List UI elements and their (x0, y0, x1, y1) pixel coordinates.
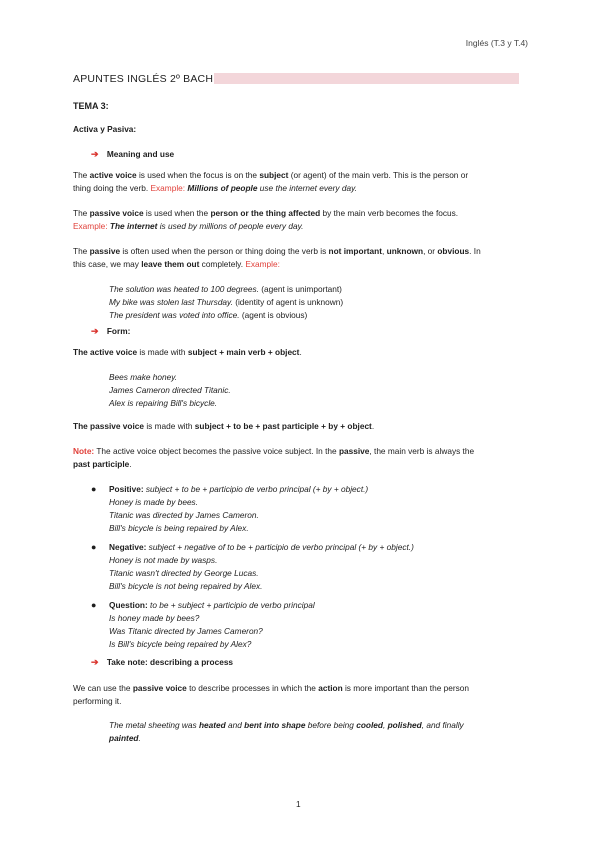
example-line: Bees make honey. (109, 372, 178, 382)
example-line: The president was voted into office. (agent is obvious) (109, 310, 308, 320)
example-line: Honey is made by bees. (109, 497, 199, 507)
bullet-icon: ● (91, 542, 97, 552)
bullet-question: ● Question: to be + subject + participio de verbo principal Is honey made by bees? Was Titanic directed by James Cameron? Is Bill's bicycle being repaired by Alex? (91, 599, 541, 651)
active-form-rule: The active voice is made with subject + main verb + object. (73, 347, 302, 357)
example-line: Titanic wasn't directed by George Lucas. (109, 568, 259, 578)
example-line: My bike was stolen last Thursday. (identity of agent is unknown) (109, 297, 344, 307)
bullet-icon: ● (91, 600, 97, 610)
example-line: Is Bill's bicycle being repaired by Alex? (109, 639, 252, 649)
arrow-item-label: Meaning and use (106, 149, 175, 159)
example-line: Bill's bicycle is being repaired by Alex. (109, 523, 249, 533)
examples-active (109, 371, 231, 410)
document-title: APUNTES INGLÉS 2º BACH (73, 73, 214, 85)
page-number: 1 (296, 799, 301, 809)
arrow-right-icon: ➔ (91, 657, 99, 667)
arrow-item-label: Form: (106, 326, 131, 336)
arrow-right-icon: ➔ (91, 326, 99, 336)
example-line: The solution was heated to 100 degrees. (agent is unimportant) (109, 284, 342, 294)
arrow-item-label: Take note: describing a process (106, 657, 234, 667)
passive-form-rule: The passive voice is made with subject + to be + past participle + by + object. (73, 421, 375, 431)
tema-heading: TEMA 3: (73, 101, 109, 111)
arrow-right-icon: ➔ (91, 149, 99, 159)
example-line: Alex is repairing Bill's bicycle. (109, 398, 218, 408)
paragraph-active-voice: The active voice is used when the focus is on the subject (or agent) of the main verb. This is the person or thing doing the verb. Example: Millions of people use the internet every day. (73, 170, 469, 193)
example-line: Is honey made by bees? (109, 613, 200, 623)
example-line: James Cameron directed Titanic. (109, 385, 231, 395)
bullet-negative: ● Negative: subject + negative of to be + participio de verbo principal (+ by + object.) Honey is not made by wasps. Titanic wasn't directed by George Lucas. Bill's bicycle is not being repaired by Alex. (91, 541, 541, 593)
bullet-positive: ● Positive: subject + to be + participio de verbo principal (+ by + object.) Honey is made by bees. Titanic was directed by James Cameron. Bill's bicycle is being repaired by Alex. (91, 483, 541, 535)
examples-agent (109, 283, 343, 322)
example-line: Honey is not made by wasps. (109, 555, 218, 565)
title-highlight-bar (214, 73, 519, 84)
paragraph-passive-usage: The passive is often used when the person or thing doing the verb is not important, unknown, or obvious. In this case, we may leave them out completely. Example: (73, 246, 481, 269)
bullet-icon: ● (91, 484, 97, 494)
arrow-item-meaning (91, 148, 174, 161)
example-process: The metal sheeting was heated and bent into shape before being cooled, polished, and finally painted. (109, 720, 464, 743)
section-heading: Activa y Pasiva: (73, 124, 137, 134)
arrow-item-process (91, 656, 233, 669)
example-line: Bill's bicycle is not being repaired by Alex. (109, 581, 263, 591)
note-paragraph: Note: The active voice object becomes the passive voice subject. In the passive, the main verb is always the past participle. (73, 446, 475, 469)
paragraph-passive-voice: The passive voice is used when the person or the thing affected by the main verb becomes the focus. Example: The internet is used by millions of people every day. (73, 208, 459, 231)
paragraph-process: We can use the passive voice to describe processes in which the action is more important than the person performing it. (73, 683, 470, 706)
page-header: Inglés (T.3 y T.4) (465, 38, 528, 48)
arrow-item-form (91, 325, 130, 338)
example-line: Was Titanic directed by James Cameron? (109, 626, 263, 636)
example-line: Titanic was directed by James Cameron. (109, 510, 259, 520)
